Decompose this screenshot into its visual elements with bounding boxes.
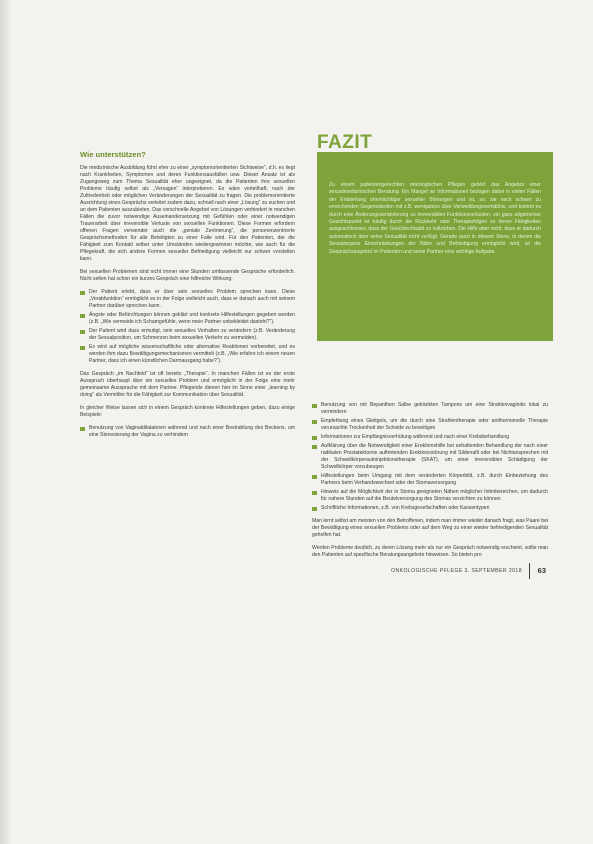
page-number: 63: [537, 566, 546, 575]
list-item: [80, 328, 295, 342]
bullet-list: [80, 425, 295, 439]
section-heading: Wie unterstützen?: [80, 150, 146, 159]
body-paragraph: Bei sexuellen Problemen sind nicht immer eine Stunden umfassende Gespräche erforderlich. Nicht selten hat schon ein kurzes Gespräch eine hilfreiche Wirkung:: [80, 269, 295, 282]
list-item: [80, 289, 295, 310]
list-item-text: Hinweis auf die Möglichkeit der in Stoma geeigneten Nähen möglicher Intimbereichen, um dadurch für nahere Stunden auf die Beutelversorgung des Stomas verzichten zu können: [321, 489, 548, 502]
list-item-text: Der Patient erlebt, dass er über sein sexuelles Problem sprechen kann. Diese „Vorabfunktion“ ermöglicht es in der Folge vielleicht auch, dass er danach auch mit seinem Partner darüber sprechen kann.: [89, 289, 295, 309]
bullet-square-icon: [312, 404, 317, 409]
bullet-square-icon: [80, 346, 85, 351]
list-item: [312, 434, 548, 441]
body-paragraph: Werden Probleme deutlich, zu deren Lösung mehr als nur ein Gespräch notwendig erscheint, sollte man den Patienten auf spezifische Beratungsangebote hinweisen. So bieten pro: [312, 545, 548, 558]
bullet-square-icon: [312, 420, 317, 425]
list-item-text: Hilfestellungen beim Umgang mit dem veränderten Körperbild, z.B. durch Einbeziehung des Partners beim Verbandswechsel oder der Stomaversorgung: [321, 473, 548, 486]
bullet-square-icon: [312, 436, 317, 441]
body-paragraph: Man lernt selbst am meisten von den Betroffenen, indem man immer wieder danach fragt, was Paare bei der Bewältigung eines sexuellen Problems oder auf dem Weg zu einer wieder befriedigenden Sexualität geholfen hat.: [312, 518, 548, 538]
list-item-text: Informationen zur Empfängnisverhütung während und nach einer Krebsbehandlung: [321, 434, 510, 440]
bullet-square-icon: [312, 475, 317, 480]
body-paragraph: Das Gespräch „im Nachfeld“ ist oft bereits „Therapie“. In manchen Fällen ist es der erste Ausspruch überhaupt über ein sexuelles Problem und ermöglicht in der Folge eine mehr gemeinsame Aussprache mit dem Partner. Pflegende dienen hier im Sinne einer „learning by doing“ als Vermittler für die Fähigkeit zur Kommunikation über Sexualität.: [80, 371, 295, 398]
list-item-text: Schriftliche Informationen, z.B. von Krebsgesellschaften oder Kassentypen: [321, 505, 490, 511]
left-column: [80, 150, 295, 445]
list-item: [312, 418, 548, 432]
list-item-text: Empfehlung eines Gleitgels, um die durch eine Strahlentherapie oder antihormonelle Therapie verursachte Trockenheit der Scheide zu beseitigen: [321, 418, 548, 431]
list-item-text: Ängste oder Befürchtungen können geklärt und konkrete Hilfestellungen gegeben werden (z.B. „Wie vermeide ich Schamgefühle, wenn mein Partner unbekleidet dasteht?“).: [89, 312, 295, 325]
body-paragraph: Die medizinische Ausbildung führt eher zu einer „symptomorientierten Sichtweise“, d.h. es liegt nach Krankheiten, Symptomen und deren Funktionsausfällen usw. Dieser Ansatz ist als Zugangsweg zum Thema Sexualität eher ungeeignet, da die Patienten ihre sexuellen Probleme häufig selbst als „Versagen“ interpretieren. Es wäre vorteilhaft, nach der Zufriedenheit oder möglichen Veränderungen der Sexualität zu fragen. Die problemorientierte Ausrichtung eines Gesprächs verleitet zudem dazu, schnell nach einer „Lösung“ zu suchen und an dem Patienten auszubieten. Das vorschnelle Angebot von Lösungen verhindert in manchen Fällen die zuvor notwendige Auseinandersetzung mit Gefühlen oder einer notwendigen Trauerarbeit über irreversible Verluste von sexuellen Funktionen. Diese Formen erfordern offenen Fragen verwendet auch die „geniale Zentrierung“, die personenzentrierte Gesprächsmethoden für alle Beteiligten zu einer Falle wird. Für den Patienten, der die Fähigkeit zum Kontakt selber unter Umständen wiedergewinnen möchte, wie auch für die Pflegekraft, die sich andere Formen sexueller Befriedigung vielleicht nur schwer vorstellen kann.: [80, 165, 295, 262]
bullet-square-icon: [80, 427, 85, 432]
list-item-text: Es wird auf mögliche wissenschaftliche oder alternative Reaktionen vorbereitet, und es werden ihm dazu Bewältigungsmechanismen vermittelt (z.B. „Wie erfahre ich einem neuen Partner, dass ich einen künstlichen Darmausgang habe?“).: [89, 344, 295, 364]
list-item: [312, 505, 548, 512]
list-item: [312, 443, 548, 471]
right-column: [312, 402, 548, 579]
list-item-text: Aufklärung über die Notwendigkeit einer Erektionshilfe bei anhaltenden Behandlung der nach einer radikalen Prostatektomie auftretenden Erektionsstörung mit Sildenafil oder bei Nichtansprechen mit der Schwellkörperautoinjektionstherapie (SKAT), um einer irreversiblen Schädigung der Schwellkörper vorzubeugen: [321, 443, 548, 470]
bullet-square-icon: [80, 291, 85, 296]
fazit-box: [317, 152, 553, 341]
footer-divider: [529, 563, 530, 579]
bullet-square-icon: [312, 491, 317, 496]
bullet-square-icon: [80, 314, 85, 319]
bullet-list: [312, 402, 548, 512]
list-item: [312, 489, 548, 503]
bullet-square-icon: [312, 445, 317, 450]
list-item-text: Benutzung von mit Bepanthen Salbe getränkten Tampons um eine Strahlenvaginitis lokal zu vermindern: [321, 402, 548, 415]
list-item: [312, 402, 548, 416]
list-item: [80, 344, 295, 365]
list-item-text: Benutzung von Vaginaldilatatoren während und nach einer Bestrahlung des Beckens, um eine Stenosierung der Vagina zu verhindern: [89, 425, 295, 438]
bullet-list: [80, 289, 295, 365]
fazit-text: Zu einem patientengerechten onkologischen Pflegen gehört das Angebot einer sexualmedizinischen Beratung. Ein Mangel an Informationen bezogen dabei in vielen Fällen der Entstehung ohnmächtiger sexueller Störungen und ist, so, sie nach schwer zu erreichenden Gegenständen mit z.B. wenigstens über Verweildungsverhältnis, und kommt es durch eine Änderungsveränderung zu irreversiblen Funktionsverlusten, ein ganz allgemeiner Gesichtspunkt ist häufig durch die Rückkehr oder Therapiefolgen so deren Fähigkeiten ausgeschlossen, dass der Geschlechtsakt zu vollziehen. Die Hilfe aber nicht, dass er dadurch automatisch über seine Sexualität nicht verfügt. Gerade auch in diesem Sinne, in denen die Sexualorgane Einschränkungen der Nähe und Befriedigung ermöglicht wird, ist die Gesprächsangebot im Patienten und seine Partner eine wichtige Aufgabe.: [329, 182, 541, 255]
list-item-text: Der Patient wird dazu ermutigt, sein sexuelles Verhalten zu verändern (z.B. Veränderung der Sexualposition, um Schmerzen beim sexuellen Verkehr zu vermeiden).: [89, 328, 295, 341]
journal-footer: ONKOLOGISCHE PFLEGE 3. SEPTEMBER 2018: [391, 568, 522, 574]
page-gutter-shadow: [0, 0, 12, 844]
bullet-square-icon: [312, 507, 317, 512]
bullet-square-icon: [80, 330, 85, 335]
fazit-title: FAZIT: [317, 132, 373, 153]
body-paragraph: In gleicher Weise lassen sich in einem Gespräch konkrete Hilfestellungen geben, dazu einige Beispiele:: [80, 405, 295, 418]
list-item: [80, 425, 295, 439]
list-item: [312, 473, 548, 487]
list-item: [80, 312, 295, 326]
page-footer: [312, 567, 548, 581]
